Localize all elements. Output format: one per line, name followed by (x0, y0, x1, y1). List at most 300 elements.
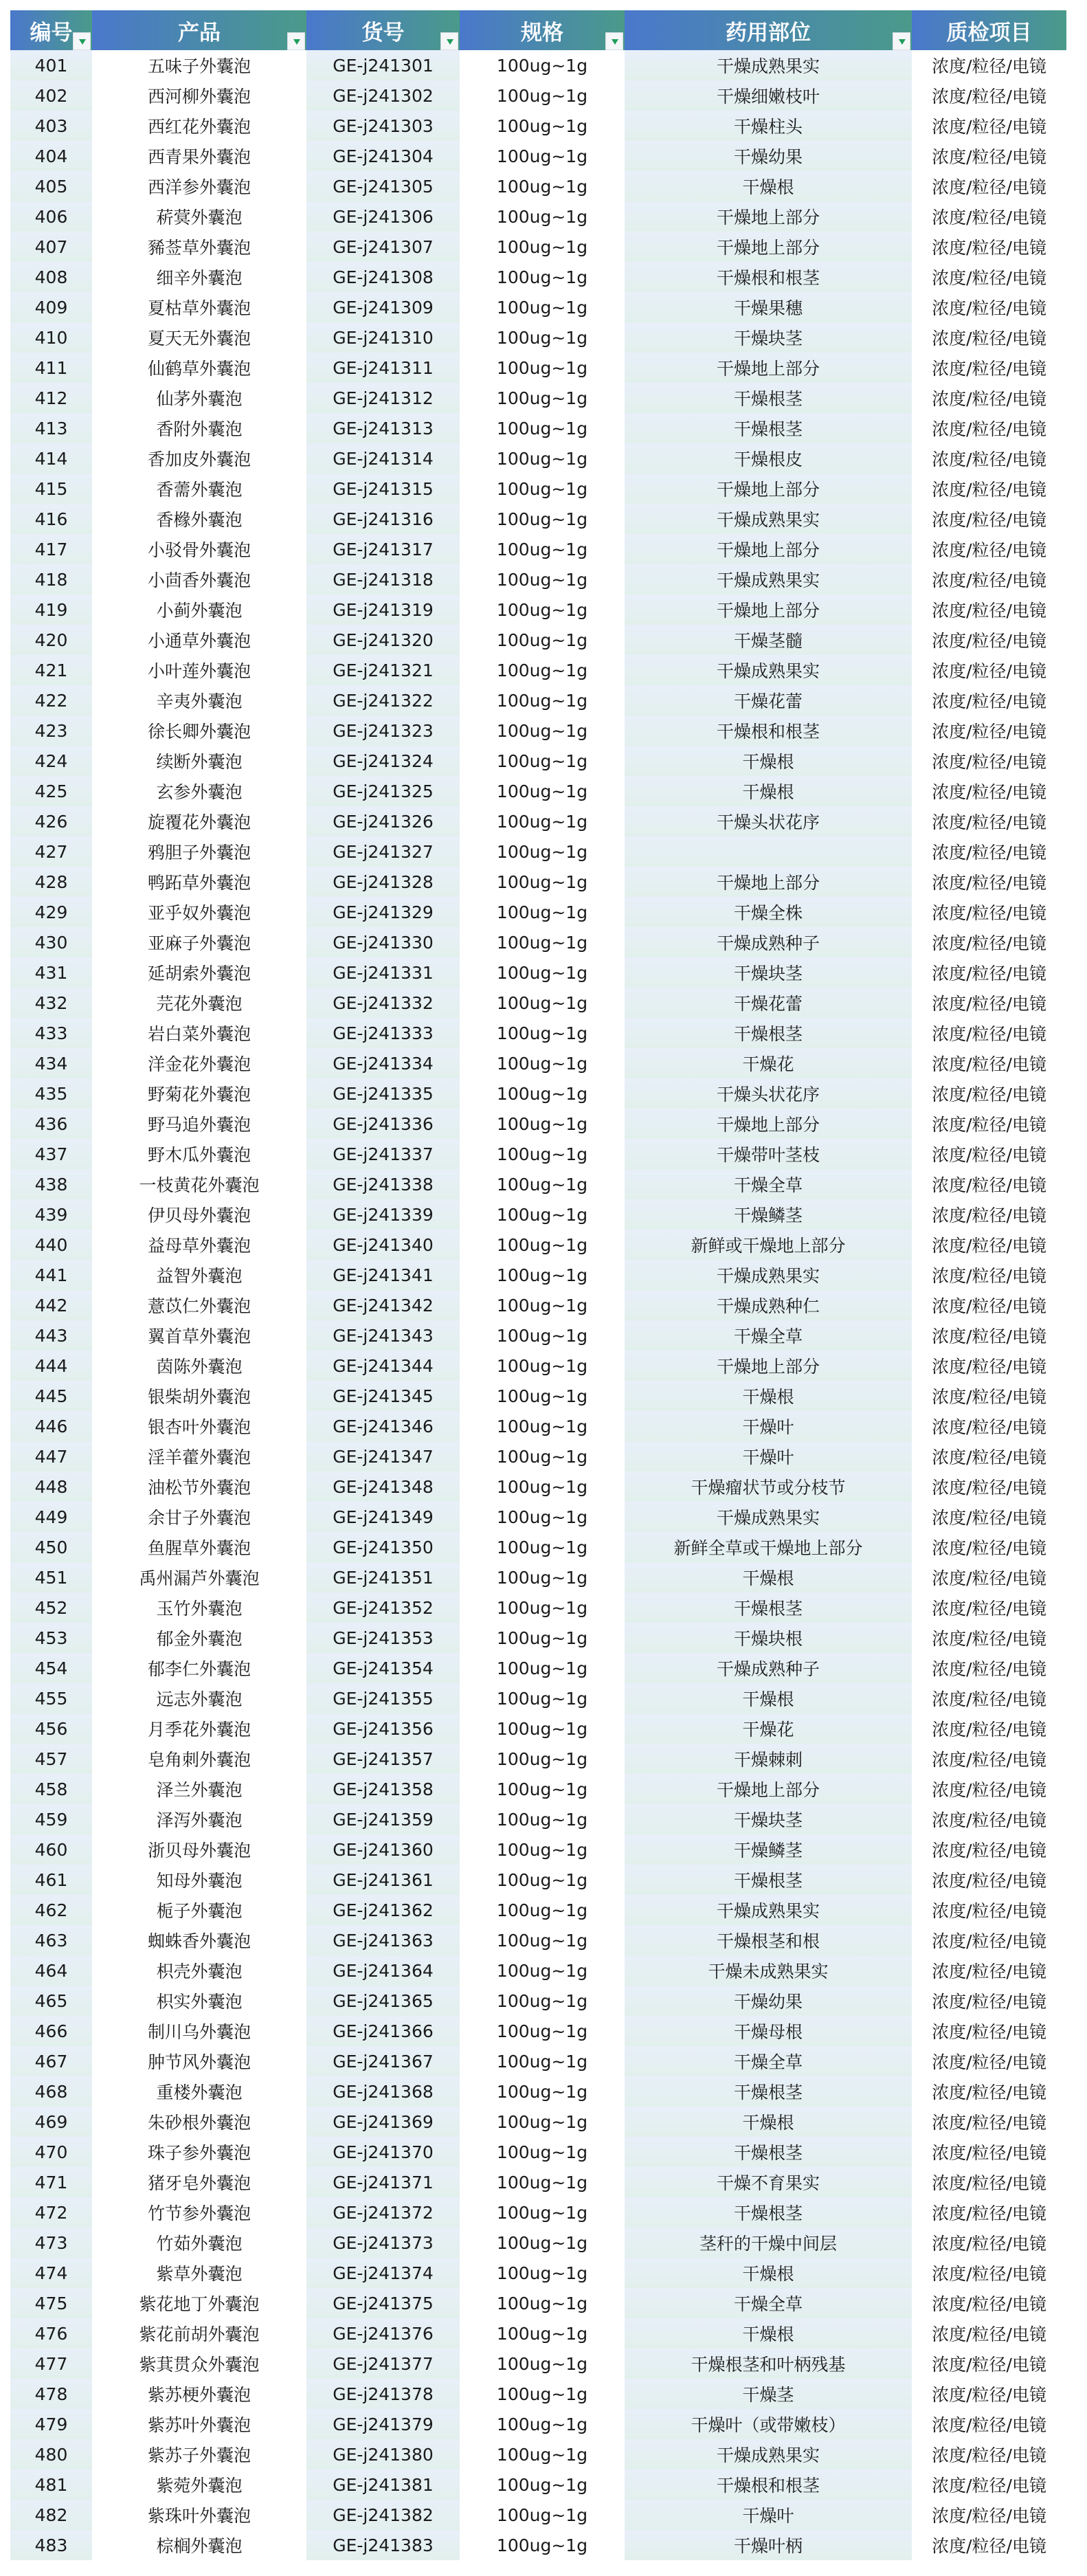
cell-spec[interactable]: 100ug~1g (460, 836, 625, 867)
cell-id[interactable]: 413 (10, 413, 92, 443)
cell-qc[interactable]: 浓度/粒径/电镜 (912, 1925, 1066, 1955)
cell-part[interactable]: 干燥花蕾 (625, 685, 912, 715)
cell-spec[interactable]: 100ug~1g (460, 1048, 625, 1078)
cell-product[interactable]: 紫花地丁外囊泡 (92, 2288, 306, 2318)
cell-qc[interactable]: 浓度/粒径/电镜 (912, 2228, 1066, 2258)
cell-id[interactable]: 443 (10, 1320, 92, 1351)
cell-part[interactable]: 干燥花蕾 (625, 988, 912, 1018)
cell-part[interactable]: 干燥根和根茎 (625, 262, 912, 292)
cell-qc[interactable]: 浓度/粒径/电镜 (912, 2439, 1066, 2469)
cell-id[interactable]: 427 (10, 836, 92, 867)
cell-product[interactable]: 重楼外囊泡 (92, 2076, 306, 2107)
cell-product[interactable]: 小通草外囊泡 (92, 625, 306, 655)
cell-id[interactable]: 482 (10, 2500, 92, 2530)
cell-qc[interactable]: 浓度/粒径/电镜 (912, 1623, 1066, 1653)
cell-product[interactable]: 香加皮外囊泡 (92, 443, 306, 474)
cell-product[interactable]: 小驳骨外囊泡 (92, 534, 306, 564)
cell-qc[interactable]: 浓度/粒径/电镜 (912, 595, 1066, 625)
cell-product[interactable]: 伊贝母外囊泡 (92, 1199, 306, 1230)
cell-part[interactable]: 干燥母根 (625, 2016, 912, 2046)
cell-product[interactable]: 紫苏梗外囊泡 (92, 2379, 306, 2409)
cell-product[interactable]: 竹茹外囊泡 (92, 2228, 306, 2258)
cell-product[interactable]: 淫羊藿外囊泡 (92, 1441, 306, 1472)
cell-id[interactable]: 431 (10, 957, 92, 988)
cell-id[interactable]: 473 (10, 2228, 92, 2258)
cell-id[interactable]: 468 (10, 2076, 92, 2107)
cell-code[interactable]: GE-j241356 (306, 1713, 460, 1744)
cell-part[interactable]: 干燥叶柄 (625, 2530, 912, 2560)
cell-part[interactable]: 新鲜全草或干燥地上部分 (625, 1532, 912, 1562)
cell-code[interactable]: GE-j241321 (306, 655, 460, 685)
cell-spec[interactable]: 100ug~1g (460, 1441, 625, 1472)
cell-code[interactable]: GE-j241360 (306, 1834, 460, 1865)
cell-product[interactable]: 西洋参外囊泡 (92, 171, 306, 201)
cell-id[interactable]: 432 (10, 988, 92, 1018)
cell-part[interactable]: 干燥根茎 (625, 413, 912, 443)
cell-product[interactable]: 翼首草外囊泡 (92, 1320, 306, 1351)
cell-spec[interactable]: 100ug~1g (460, 2137, 625, 2167)
cell-spec[interactable]: 100ug~1g (460, 2500, 625, 2530)
cell-code[interactable]: GE-j241366 (306, 2016, 460, 2046)
cell-id[interactable]: 415 (10, 474, 92, 504)
cell-code[interactable]: GE-j241380 (306, 2439, 460, 2469)
cell-qc[interactable]: 浓度/粒径/电镜 (912, 2409, 1066, 2439)
cell-product[interactable]: 小蓟外囊泡 (92, 595, 306, 625)
cell-spec[interactable]: 100ug~1g (460, 1230, 625, 1260)
cell-qc[interactable]: 浓度/粒径/电镜 (912, 443, 1066, 474)
cell-id[interactable]: 440 (10, 1230, 92, 1260)
cell-qc[interactable]: 浓度/粒径/电镜 (912, 564, 1066, 595)
cell-id[interactable]: 446 (10, 1411, 92, 1441)
cell-spec[interactable]: 100ug~1g (460, 2107, 625, 2137)
cell-spec[interactable]: 100ug~1g (460, 1774, 625, 1804)
cell-product[interactable]: 紫萁贯众外囊泡 (92, 2349, 306, 2379)
cell-code[interactable]: GE-j241310 (306, 322, 460, 353)
cell-qc[interactable]: 浓度/粒径/电镜 (912, 1955, 1066, 1986)
cell-part[interactable]: 干燥地上部分 (625, 474, 912, 504)
cell-qc[interactable]: 浓度/粒径/电镜 (912, 2046, 1066, 2076)
cell-product[interactable]: 香附外囊泡 (92, 413, 306, 443)
cell-code[interactable]: GE-j241324 (306, 746, 460, 776)
cell-part[interactable]: 干燥根茎和叶柄残基 (625, 2349, 912, 2379)
cell-code[interactable]: GE-j241344 (306, 1351, 460, 1381)
cell-part[interactable]: 干燥成熟果实 (625, 1260, 912, 1290)
cell-part[interactable]: 干燥根茎 (625, 1018, 912, 1048)
cell-part[interactable]: 干燥成熟果实 (625, 564, 912, 595)
cell-product[interactable]: 余甘子外囊泡 (92, 1502, 306, 1532)
cell-id[interactable]: 412 (10, 383, 92, 413)
cell-spec[interactable]: 100ug~1g (460, 1260, 625, 1290)
cell-code[interactable]: GE-j241326 (306, 806, 460, 836)
cell-code[interactable]: GE-j241378 (306, 2379, 460, 2409)
cell-product[interactable]: 月季花外囊泡 (92, 1713, 306, 1744)
cell-product[interactable]: 鱼腥草外囊泡 (92, 1532, 306, 1562)
cell-product[interactable]: 岩白菜外囊泡 (92, 1018, 306, 1048)
cell-part[interactable]: 干燥根 (625, 1562, 912, 1592)
cell-spec[interactable]: 100ug~1g (460, 1018, 625, 1048)
cell-part[interactable]: 干燥根 (625, 2107, 912, 2137)
cell-part[interactable]: 干燥叶 (625, 1441, 912, 1472)
cell-spec[interactable]: 100ug~1g (460, 595, 625, 625)
cell-spec[interactable]: 100ug~1g (460, 1683, 625, 1713)
cell-code[interactable]: GE-j241328 (306, 867, 460, 897)
cell-spec[interactable]: 100ug~1g (460, 1804, 625, 1834)
cell-part[interactable]: 干燥根茎 (625, 2197, 912, 2228)
cell-code[interactable]: GE-j241349 (306, 1502, 460, 1532)
cell-product[interactable]: 芫花外囊泡 (92, 988, 306, 1018)
cell-spec[interactable]: 100ug~1g (460, 927, 625, 957)
cell-id[interactable]: 430 (10, 927, 92, 957)
cell-code[interactable]: GE-j241352 (306, 1592, 460, 1623)
cell-qc[interactable]: 浓度/粒径/电镜 (912, 1441, 1066, 1472)
cell-id[interactable]: 404 (10, 141, 92, 171)
cell-code[interactable]: GE-j241350 (306, 1532, 460, 1562)
cell-code[interactable]: GE-j241320 (306, 625, 460, 655)
cell-product[interactable]: 紫珠叶外囊泡 (92, 2500, 306, 2530)
cell-part[interactable]: 干燥根和根茎 (625, 2469, 912, 2500)
cell-qc[interactable]: 浓度/粒径/电镜 (912, 2318, 1066, 2349)
cell-code[interactable]: GE-j241329 (306, 897, 460, 927)
cell-part[interactable]: 干燥全草 (625, 1169, 912, 1199)
cell-qc[interactable]: 浓度/粒径/电镜 (912, 836, 1066, 867)
cell-part[interactable]: 干燥鳞茎 (625, 1834, 912, 1865)
cell-qc[interactable]: 浓度/粒径/电镜 (912, 1683, 1066, 1713)
cell-product[interactable]: 制川乌外囊泡 (92, 2016, 306, 2046)
cell-spec[interactable]: 100ug~1g (460, 111, 625, 141)
cell-part[interactable]: 干燥根 (625, 1381, 912, 1411)
cell-qc[interactable]: 浓度/粒径/电镜 (912, 353, 1066, 383)
cell-part[interactable]: 干燥根茎 (625, 2137, 912, 2167)
cell-part[interactable]: 干燥成熟种仁 (625, 1290, 912, 1320)
cell-spec[interactable]: 100ug~1g (460, 2258, 625, 2288)
cell-id[interactable]: 466 (10, 2016, 92, 2046)
cell-qc[interactable]: 浓度/粒径/电镜 (912, 1109, 1066, 1139)
cell-qc[interactable]: 浓度/粒径/电镜 (912, 2197, 1066, 2228)
cell-code[interactable]: GE-j241359 (306, 1804, 460, 1834)
cell-qc[interactable]: 浓度/粒径/电镜 (912, 1804, 1066, 1834)
cell-id[interactable]: 406 (10, 201, 92, 232)
cell-qc[interactable]: 浓度/粒径/电镜 (912, 1230, 1066, 1260)
cell-spec[interactable]: 100ug~1g (460, 292, 625, 322)
cell-product[interactable]: 亚乎奴外囊泡 (92, 897, 306, 927)
cell-part[interactable]: 干燥成熟种子 (625, 1653, 912, 1683)
cell-spec[interactable]: 100ug~1g (460, 1834, 625, 1865)
cell-part[interactable]: 干燥根 (625, 1683, 912, 1713)
cell-part[interactable]: 干燥叶（或带嫩枝） (625, 2409, 912, 2439)
cell-qc[interactable]: 浓度/粒径/电镜 (912, 1592, 1066, 1623)
cell-product[interactable]: 西红花外囊泡 (92, 111, 306, 141)
cell-product[interactable]: 野菊花外囊泡 (92, 1078, 306, 1109)
cell-product[interactable]: 豨莶草外囊泡 (92, 232, 306, 262)
cell-qc[interactable]: 浓度/粒径/电镜 (912, 1986, 1066, 2016)
cell-part[interactable]: 干燥茎 (625, 2379, 912, 2409)
cell-id[interactable]: 428 (10, 867, 92, 897)
cell-product[interactable]: 紫菀外囊泡 (92, 2469, 306, 2500)
cell-id[interactable]: 448 (10, 1472, 92, 1502)
cell-qc[interactable]: 浓度/粒径/电镜 (912, 2379, 1066, 2409)
cell-product[interactable]: 一枝黄花外囊泡 (92, 1169, 306, 1199)
cell-product[interactable]: 鸦胆子外囊泡 (92, 836, 306, 867)
cell-spec[interactable]: 100ug~1g (460, 1744, 625, 1774)
cell-code[interactable]: GE-j241341 (306, 1260, 460, 1290)
cell-id[interactable]: 407 (10, 232, 92, 262)
cell-part[interactable]: 干燥柱头 (625, 111, 912, 141)
cell-spec[interactable]: 100ug~1g (460, 1320, 625, 1351)
cell-product[interactable]: 泽泻外囊泡 (92, 1804, 306, 1834)
cell-product[interactable]: 猪牙皂外囊泡 (92, 2167, 306, 2197)
cell-id[interactable]: 457 (10, 1744, 92, 1774)
cell-code[interactable]: GE-j241365 (306, 1986, 460, 2016)
cell-qc[interactable]: 浓度/粒径/电镜 (912, 1774, 1066, 1804)
cell-qc[interactable]: 浓度/粒径/电镜 (912, 1320, 1066, 1351)
cell-part[interactable]: 干燥成熟果实 (625, 655, 912, 685)
cell-product[interactable]: 仙茅外囊泡 (92, 383, 306, 413)
cell-product[interactable]: 蜘蛛香外囊泡 (92, 1925, 306, 1955)
cell-id[interactable]: 441 (10, 1260, 92, 1290)
cell-qc[interactable]: 浓度/粒径/电镜 (912, 2016, 1066, 2046)
cell-code[interactable]: GE-j241368 (306, 2076, 460, 2107)
cell-id[interactable]: 437 (10, 1139, 92, 1169)
cell-id[interactable]: 408 (10, 262, 92, 292)
cell-code[interactable]: GE-j241370 (306, 2137, 460, 2167)
filter-dropdown-icon[interactable] (605, 32, 623, 50)
cell-code[interactable]: GE-j241364 (306, 1955, 460, 1986)
cell-spec[interactable]: 100ug~1g (460, 141, 625, 171)
cell-spec[interactable]: 100ug~1g (460, 1955, 625, 1986)
cell-part[interactable] (625, 836, 912, 867)
cell-id[interactable]: 458 (10, 1774, 92, 1804)
cell-qc[interactable]: 浓度/粒径/电镜 (912, 1139, 1066, 1169)
cell-qc[interactable]: 浓度/粒径/电镜 (912, 2076, 1066, 2107)
cell-id[interactable]: 464 (10, 1955, 92, 1986)
cell-spec[interactable]: 100ug~1g (460, 806, 625, 836)
cell-part[interactable]: 干燥成熟果实 (625, 50, 912, 80)
cell-part[interactable]: 干燥地上部分 (625, 1351, 912, 1381)
cell-part[interactable]: 干燥根皮 (625, 443, 912, 474)
cell-code[interactable]: GE-j241319 (306, 595, 460, 625)
cell-id[interactable]: 444 (10, 1351, 92, 1381)
cell-spec[interactable]: 100ug~1g (460, 1925, 625, 1955)
cell-id[interactable]: 478 (10, 2379, 92, 2409)
cell-spec[interactable]: 100ug~1g (460, 80, 625, 111)
cell-id[interactable]: 459 (10, 1804, 92, 1834)
cell-code[interactable]: GE-j241343 (306, 1320, 460, 1351)
cell-id[interactable]: 434 (10, 1048, 92, 1078)
cell-id[interactable]: 451 (10, 1562, 92, 1592)
cell-part[interactable]: 干燥根茎 (625, 1865, 912, 1895)
filter-dropdown-icon[interactable] (893, 32, 910, 50)
cell-product[interactable]: 肿节风外囊泡 (92, 2046, 306, 2076)
cell-code[interactable]: GE-j241363 (306, 1925, 460, 1955)
cell-id[interactable]: 474 (10, 2258, 92, 2288)
cell-id[interactable]: 465 (10, 1986, 92, 2016)
cell-code[interactable]: GE-j241348 (306, 1472, 460, 1502)
cell-part[interactable]: 干燥块茎 (625, 957, 912, 988)
cell-spec[interactable]: 100ug~1g (460, 2167, 625, 2197)
cell-product[interactable]: 仙鹤草外囊泡 (92, 353, 306, 383)
cell-part[interactable]: 干燥根和根茎 (625, 715, 912, 746)
cell-part[interactable]: 干燥全草 (625, 2046, 912, 2076)
cell-code[interactable]: GE-j241383 (306, 2530, 460, 2560)
cell-qc[interactable]: 浓度/粒径/电镜 (912, 141, 1066, 171)
cell-id[interactable]: 421 (10, 655, 92, 685)
cell-qc[interactable]: 浓度/粒径/电镜 (912, 1078, 1066, 1109)
filter-dropdown-icon[interactable] (287, 32, 305, 50)
cell-code[interactable]: GE-j241361 (306, 1865, 460, 1895)
cell-spec[interactable]: 100ug~1g (460, 1139, 625, 1169)
cell-code[interactable]: GE-j241304 (306, 141, 460, 171)
cell-product[interactable]: 紫草外囊泡 (92, 2258, 306, 2288)
cell-product[interactable]: 棕榈外囊泡 (92, 2530, 306, 2560)
cell-qc[interactable]: 浓度/粒径/电镜 (912, 292, 1066, 322)
cell-part[interactable]: 干燥地上部分 (625, 1109, 912, 1139)
cell-code[interactable]: GE-j241303 (306, 111, 460, 141)
cell-qc[interactable]: 浓度/粒径/电镜 (912, 2258, 1066, 2288)
cell-spec[interactable]: 100ug~1g (460, 1865, 625, 1895)
cell-part[interactable]: 干燥未成熟果实 (625, 1955, 912, 1986)
cell-qc[interactable]: 浓度/粒径/电镜 (912, 201, 1066, 232)
cell-code[interactable]: GE-j241312 (306, 383, 460, 413)
cell-product[interactable]: 茵陈外囊泡 (92, 1351, 306, 1381)
cell-id[interactable]: 483 (10, 2530, 92, 2560)
cell-spec[interactable]: 100ug~1g (460, 2439, 625, 2469)
filter-dropdown-icon[interactable] (73, 32, 91, 50)
cell-qc[interactable]: 浓度/粒径/电镜 (912, 2137, 1066, 2167)
cell-product[interactable]: 珠子参外囊泡 (92, 2137, 306, 2167)
cell-part[interactable]: 干燥地上部分 (625, 595, 912, 625)
cell-part[interactable]: 新鲜或干燥地上部分 (625, 1230, 912, 1260)
cell-code[interactable]: GE-j241381 (306, 2469, 460, 2500)
cell-qc[interactable]: 浓度/粒径/电镜 (912, 1351, 1066, 1381)
cell-part[interactable]: 干燥地上部分 (625, 1774, 912, 1804)
cell-qc[interactable]: 浓度/粒径/电镜 (912, 1048, 1066, 1078)
cell-part[interactable]: 干燥地上部分 (625, 867, 912, 897)
cell-qc[interactable]: 浓度/粒径/电镜 (912, 504, 1066, 534)
cell-id[interactable]: 401 (10, 50, 92, 80)
cell-id[interactable]: 422 (10, 685, 92, 715)
cell-spec[interactable]: 100ug~1g (460, 1290, 625, 1320)
cell-product[interactable]: 夏枯草外囊泡 (92, 292, 306, 322)
cell-spec[interactable]: 100ug~1g (460, 2318, 625, 2349)
cell-qc[interactable]: 浓度/粒径/电镜 (912, 1562, 1066, 1592)
cell-id[interactable]: 447 (10, 1441, 92, 1472)
cell-part[interactable]: 干燥瘤状节或分枝节 (625, 1472, 912, 1502)
cell-qc[interactable]: 浓度/粒径/电镜 (912, 2500, 1066, 2530)
cell-code[interactable]: GE-j241376 (306, 2318, 460, 2349)
cell-id[interactable]: 452 (10, 1592, 92, 1623)
cell-product[interactable]: 紫苏叶外囊泡 (92, 2409, 306, 2439)
cell-spec[interactable]: 100ug~1g (460, 2379, 625, 2409)
cell-id[interactable]: 460 (10, 1834, 92, 1865)
cell-id[interactable]: 439 (10, 1199, 92, 1230)
cell-code[interactable]: GE-j241346 (306, 1411, 460, 1441)
cell-qc[interactable]: 浓度/粒径/电镜 (912, 534, 1066, 564)
cell-product[interactable]: 延胡索外囊泡 (92, 957, 306, 988)
cell-part[interactable]: 干燥叶 (625, 2500, 912, 2530)
cell-spec[interactable]: 100ug~1g (460, 1169, 625, 1199)
cell-part[interactable]: 干燥块茎 (625, 322, 912, 353)
cell-part[interactable]: 干燥根 (625, 2318, 912, 2349)
cell-id[interactable]: 424 (10, 746, 92, 776)
cell-spec[interactable]: 100ug~1g (460, 262, 625, 292)
cell-spec[interactable]: 100ug~1g (460, 2228, 625, 2258)
cell-code[interactable]: GE-j241377 (306, 2349, 460, 2379)
cell-id[interactable]: 438 (10, 1169, 92, 1199)
cell-spec[interactable]: 100ug~1g (460, 897, 625, 927)
cell-code[interactable]: GE-j241311 (306, 353, 460, 383)
cell-spec[interactable]: 100ug~1g (460, 2046, 625, 2076)
cell-product[interactable]: 玉竹外囊泡 (92, 1592, 306, 1623)
cell-qc[interactable]: 浓度/粒径/电镜 (912, 80, 1066, 111)
cell-id[interactable]: 453 (10, 1623, 92, 1653)
cell-id[interactable]: 433 (10, 1018, 92, 1048)
cell-spec[interactable]: 100ug~1g (460, 1895, 625, 1925)
cell-id[interactable]: 429 (10, 897, 92, 927)
cell-spec[interactable]: 100ug~1g (460, 957, 625, 988)
cell-spec[interactable]: 100ug~1g (460, 1199, 625, 1230)
cell-code[interactable]: GE-j241375 (306, 2288, 460, 2318)
cell-code[interactable]: GE-j241334 (306, 1048, 460, 1078)
cell-product[interactable]: 郁李仁外囊泡 (92, 1653, 306, 1683)
cell-code[interactable]: GE-j241323 (306, 715, 460, 746)
cell-product[interactable]: 远志外囊泡 (92, 1683, 306, 1713)
cell-part[interactable]: 干燥根茎 (625, 383, 912, 413)
cell-code[interactable]: GE-j241308 (306, 262, 460, 292)
cell-part[interactable]: 干燥细嫩枝叶 (625, 80, 912, 111)
cell-part[interactable]: 干燥成熟种子 (625, 927, 912, 957)
cell-id[interactable]: 469 (10, 2107, 92, 2137)
cell-part[interactable]: 干燥不育果实 (625, 2167, 912, 2197)
cell-part[interactable]: 干燥幼果 (625, 1986, 912, 2016)
cell-part[interactable]: 干燥根 (625, 746, 912, 776)
cell-id[interactable]: 405 (10, 171, 92, 201)
cell-part[interactable]: 干燥幼果 (625, 141, 912, 171)
cell-part[interactable]: 干燥地上部分 (625, 232, 912, 262)
cell-code[interactable]: GE-j241362 (306, 1895, 460, 1925)
cell-spec[interactable]: 100ug~1g (460, 504, 625, 534)
cell-spec[interactable]: 100ug~1g (460, 413, 625, 443)
cell-code[interactable]: GE-j241338 (306, 1169, 460, 1199)
cell-qc[interactable]: 浓度/粒径/电镜 (912, 383, 1066, 413)
cell-product[interactable]: 枳实外囊泡 (92, 1986, 306, 2016)
cell-qc[interactable]: 浓度/粒径/电镜 (912, 111, 1066, 141)
cell-spec[interactable]: 100ug~1g (460, 50, 625, 80)
cell-spec[interactable]: 100ug~1g (460, 171, 625, 201)
cell-part[interactable]: 干燥全草 (625, 1320, 912, 1351)
cell-id[interactable]: 418 (10, 564, 92, 595)
cell-part[interactable]: 干燥头状花序 (625, 1078, 912, 1109)
column-header-product[interactable] (92, 10, 306, 50)
cell-part[interactable]: 干燥花 (625, 1713, 912, 1744)
cell-code[interactable]: GE-j241355 (306, 1683, 460, 1713)
cell-code[interactable]: GE-j241316 (306, 504, 460, 534)
cell-id[interactable]: 419 (10, 595, 92, 625)
cell-qc[interactable]: 浓度/粒径/电镜 (912, 1532, 1066, 1562)
cell-spec[interactable]: 100ug~1g (460, 201, 625, 232)
cell-code[interactable]: GE-j241337 (306, 1139, 460, 1169)
cell-spec[interactable]: 100ug~1g (460, 1078, 625, 1109)
cell-code[interactable]: GE-j241327 (306, 836, 460, 867)
cell-part[interactable]: 干燥地上部分 (625, 201, 912, 232)
cell-id[interactable]: 436 (10, 1109, 92, 1139)
cell-code[interactable]: GE-j241379 (306, 2409, 460, 2439)
cell-id[interactable]: 476 (10, 2318, 92, 2349)
cell-part[interactable]: 干燥成熟果实 (625, 2439, 912, 2469)
cell-spec[interactable]: 100ug~1g (460, 1562, 625, 1592)
cell-product[interactable]: 栀子外囊泡 (92, 1895, 306, 1925)
cell-product[interactable]: 西河柳外囊泡 (92, 80, 306, 111)
cell-code[interactable]: GE-j241325 (306, 776, 460, 806)
